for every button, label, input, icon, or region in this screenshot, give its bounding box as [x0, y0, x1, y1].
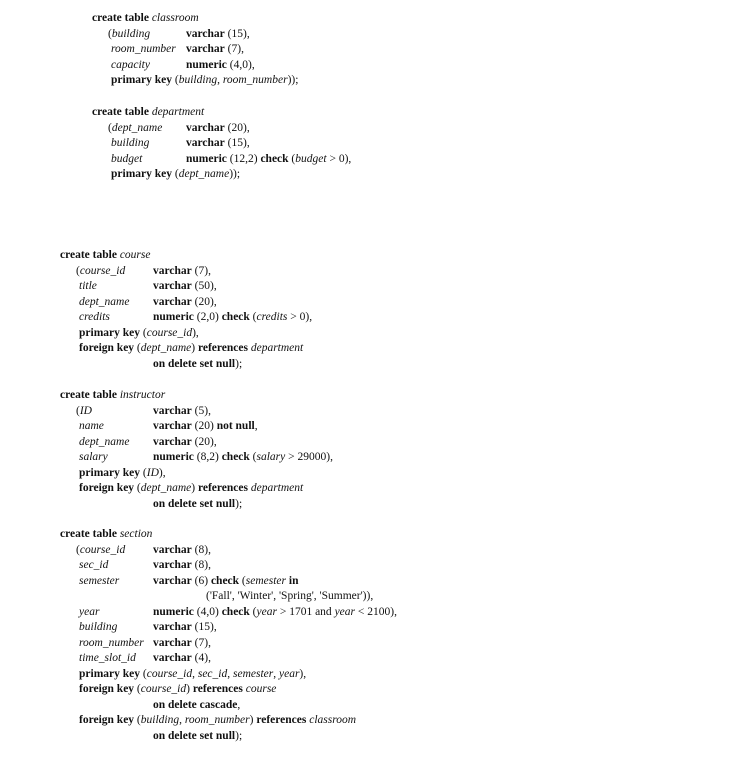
section-foreign-key-course: foreign key (course_id) references course [79, 683, 277, 695]
course-primary-key: primary key (course_id), [79, 327, 199, 339]
classroom-create-line: create table classroom [92, 12, 199, 24]
instructor-primary-key: primary key (ID), [79, 467, 166, 479]
department-primary-key: primary key (dept_name)); [111, 168, 241, 180]
section-foreign-key-classroom: foreign key (building, room_number) references classroom [79, 714, 357, 726]
instructor-foreign-key: foreign key (dept_name) references department [79, 482, 304, 494]
classroom-primary-key: primary key (building, room_number)); [111, 74, 299, 86]
section-primary-key: primary key (course_id, sec_id, semester, year), [79, 668, 307, 680]
course-foreign-key: foreign key (dept_name) references department [79, 342, 304, 354]
